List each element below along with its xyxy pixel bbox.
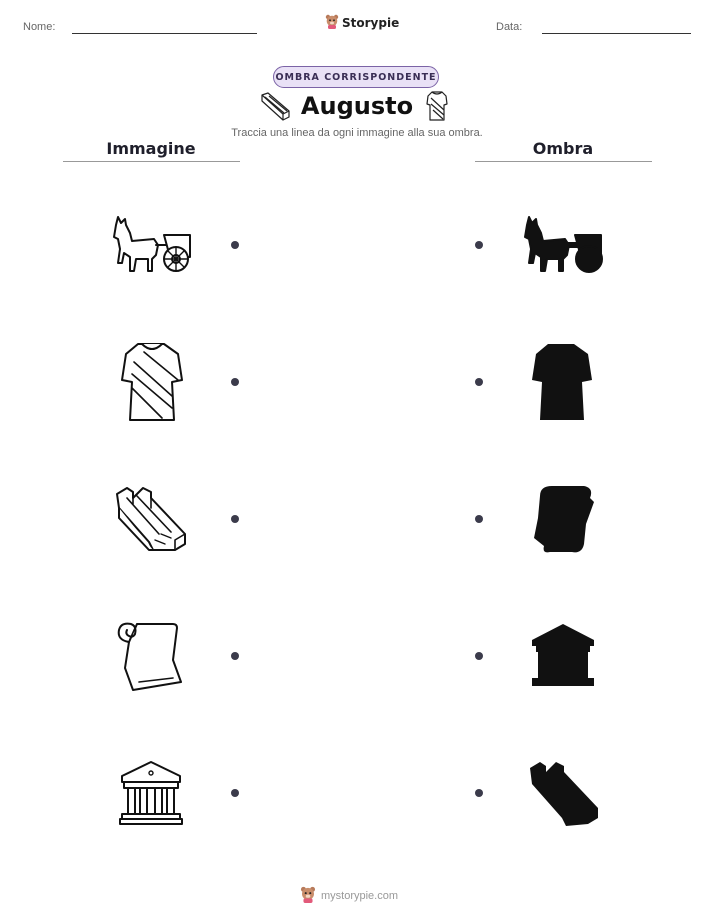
image-dot-4[interactable] — [231, 652, 239, 660]
chariot-icon — [108, 215, 194, 275]
shadow-dot-4[interactable] — [475, 652, 483, 660]
image-dot-1[interactable] — [231, 241, 239, 249]
brand-name: Storypie — [342, 16, 400, 30]
toga-icon — [120, 340, 184, 424]
column-rule-left — [63, 161, 240, 162]
image-dot-2[interactable] — [231, 378, 239, 386]
image-dot-3[interactable] — [231, 515, 239, 523]
aqueduct-small-icon — [259, 91, 291, 121]
bear-mascot-icon — [300, 886, 316, 906]
toga-shadow-icon — [530, 340, 594, 424]
column-rule-right — [475, 161, 652, 162]
bear-mascot-icon — [325, 14, 339, 32]
chariot-shadow-icon — [519, 215, 605, 275]
shadow-dot-3[interactable] — [475, 515, 483, 523]
name-label: Nome: — [23, 21, 56, 33]
date-label: Data: — [496, 21, 523, 33]
aqueduct-icon — [113, 484, 189, 554]
shadow-dot-1[interactable] — [475, 241, 483, 249]
aqueduct-shadow-icon — [526, 758, 602, 830]
image-dot-5[interactable] — [231, 789, 239, 797]
instruction-text: Traccia una linea da ogni immagine alla sua ombra. — [231, 127, 483, 139]
worksheet-title: Augusto — [300, 92, 414, 120]
footer-url[interactable]: mystorypie.com — [321, 890, 399, 902]
date-field[interactable] — [542, 33, 691, 34]
toga-small-icon — [425, 90, 449, 122]
brand-logo — [325, 14, 399, 32]
scroll-shadow-icon — [528, 484, 598, 556]
footer — [300, 886, 420, 906]
shadow-dot-5[interactable] — [475, 789, 483, 797]
column-heading-image: Immagine — [106, 139, 196, 158]
temple-icon — [118, 760, 184, 826]
shadow-dot-2[interactable] — [475, 378, 483, 386]
activity-badge: OMBRA CORRISPONDENTE — [273, 66, 439, 88]
column-heading-shadow: Ombra — [532, 139, 594, 158]
scroll-icon — [115, 620, 187, 694]
temple-shadow-icon — [528, 622, 598, 688]
name-field[interactable] — [72, 33, 257, 34]
